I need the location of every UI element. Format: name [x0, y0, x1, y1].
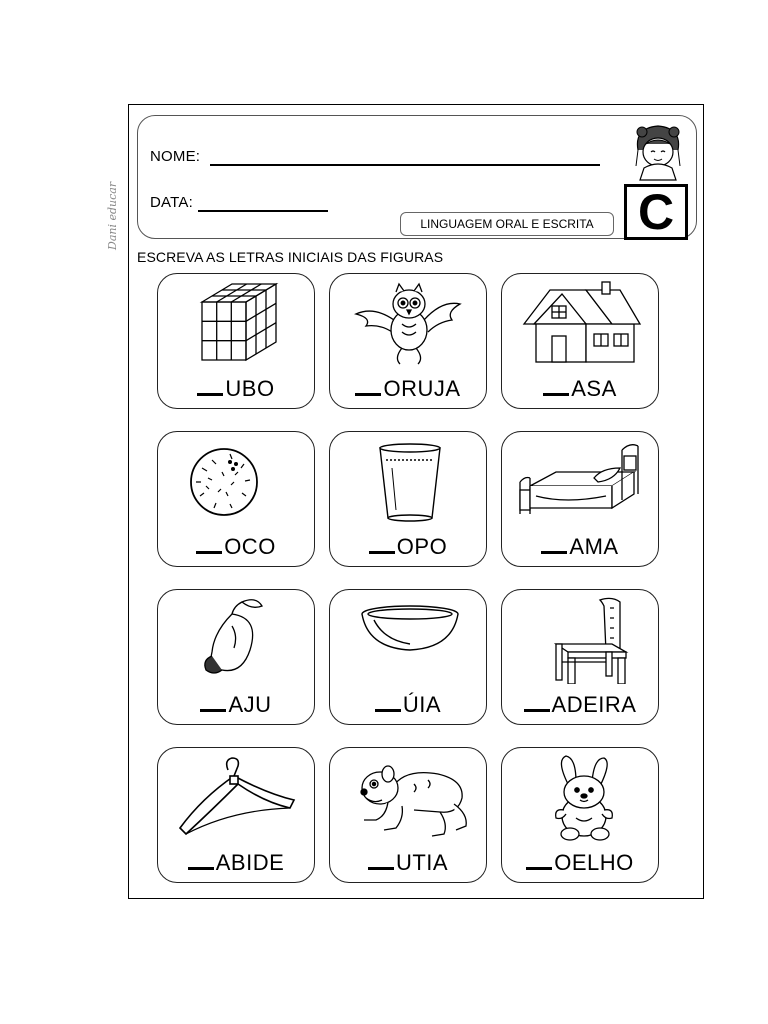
answer-blank[interactable] [188, 865, 214, 870]
girl-mascot-icon [628, 120, 688, 182]
word-ending: OCO [224, 534, 276, 559]
answer-blank[interactable] [369, 549, 395, 554]
bowl-icon [344, 596, 474, 684]
chair-icon [516, 596, 646, 684]
word-cama [502, 534, 658, 560]
name-line [210, 164, 600, 166]
rabbit-icon [516, 754, 646, 842]
card-copo [329, 431, 487, 567]
card-coruja [329, 273, 487, 409]
card-cubo [157, 273, 315, 409]
word-ending: ÚIA [402, 692, 442, 717]
word-ending: ABIDE [215, 850, 285, 875]
word-ending: ORUJA [383, 376, 461, 401]
worksheet-header [137, 115, 697, 239]
word-ending: UBO [225, 376, 275, 401]
card-coco [157, 431, 315, 567]
word-cuia [330, 692, 486, 718]
letter-box: C [624, 184, 688, 240]
word-ending: OPO [396, 534, 448, 559]
bed-icon [516, 438, 646, 526]
card-casa [501, 273, 659, 409]
word-cabide [158, 850, 314, 876]
hanger-icon [172, 754, 302, 842]
cube-icon [172, 280, 302, 368]
card-cadeira [501, 589, 659, 725]
word-casa [502, 376, 658, 402]
answer-blank[interactable] [375, 707, 401, 712]
answer-blank[interactable] [541, 549, 567, 554]
card-cama [501, 431, 659, 567]
card-coelho [501, 747, 659, 883]
date-label: DATA: [150, 194, 193, 211]
word-cadeira [502, 692, 658, 718]
word-cubo [158, 376, 314, 402]
name-label: NOME: [150, 148, 201, 165]
subject-box: LINGUAGEM ORAL E ESCRITA [400, 212, 614, 236]
house-icon [516, 280, 646, 368]
word-caju [158, 692, 314, 718]
word-copo [330, 534, 486, 560]
answer-blank[interactable] [526, 865, 552, 870]
answer-blank[interactable] [200, 707, 226, 712]
coconut-icon [172, 438, 302, 526]
card-cabide [157, 747, 315, 883]
answer-blank[interactable] [197, 391, 223, 396]
watermark-text: Dani educar [106, 181, 119, 250]
word-coco [158, 534, 314, 560]
instruction-text: ESCREVA AS LETRAS INICIAIS DAS FIGURAS [137, 249, 444, 265]
word-ending: AMA [569, 534, 619, 559]
word-coruja [330, 376, 486, 402]
answer-blank[interactable] [196, 549, 222, 554]
card-cutia [329, 747, 487, 883]
answer-blank[interactable] [524, 707, 550, 712]
word-ending: ASA [571, 376, 617, 401]
card-cuia [329, 589, 487, 725]
word-ending: ADEIRA [551, 692, 637, 717]
cashew-icon [172, 596, 302, 684]
worksheet-page [128, 104, 704, 899]
word-ending: AJU [228, 692, 272, 717]
word-cutia [330, 850, 486, 876]
word-coelho [502, 850, 658, 876]
guinea-pig-icon [344, 754, 474, 842]
date-line [198, 210, 328, 212]
cup-icon [344, 438, 474, 526]
word-ending: OELHO [554, 850, 634, 875]
owl-icon [344, 280, 474, 368]
card-caju [157, 589, 315, 725]
answer-blank[interactable] [355, 391, 381, 396]
answer-blank[interactable] [368, 865, 394, 870]
answer-blank[interactable] [543, 391, 569, 396]
word-ending: UTIA [395, 850, 449, 875]
